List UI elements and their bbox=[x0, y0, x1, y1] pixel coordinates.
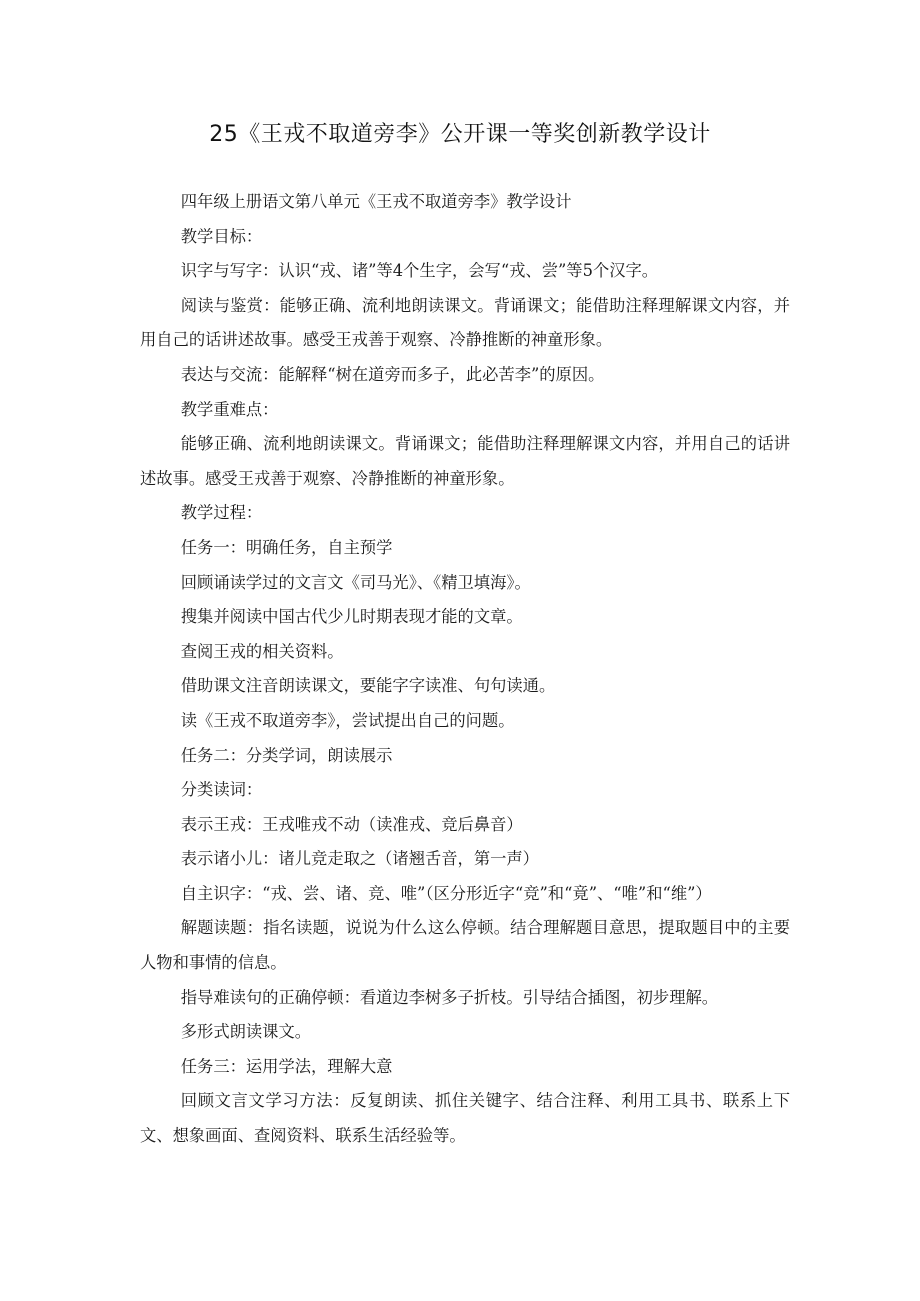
paragraph: 教学重难点： bbox=[180, 399, 279, 419]
paragraph: 表达与交流：能解释“树在道旁而多子，此必苦李”的原因。 bbox=[180, 364, 605, 384]
paragraph: 回顾诵读学过的文言文《司马光》、《精卫填海》。 bbox=[180, 572, 531, 592]
paragraph: 回顾文言文学习方法：反复朗读、抓住关键字、结合注释、利用工具书、联系上下文、想象画面、查阅资料、联系生活经验等。 bbox=[140, 1091, 790, 1146]
paragraph: 四年级上册语文第八单元《王戎不取道旁李》教学设计 bbox=[180, 192, 572, 211]
paragraph: 能够正确、流利地朗读课文。背诵课文；能借助注释理解课文内容，并用自己的话讲述故事。感受王戎善于观察、冷静推断的神童形象。 bbox=[140, 434, 790, 488]
paragraph: 识字与写字：认识“戎、诸”等4个生字，会写“戎、尝”等5个汉字。 bbox=[180, 261, 659, 281]
paragraph: 教学目标： bbox=[180, 226, 263, 246]
paragraph: 多形式朗读课文。 bbox=[180, 1022, 312, 1042]
paragraph: 借助课文注音朗读课文，要能字字读准、句句读通。 bbox=[180, 676, 556, 696]
paragraph: 表示王戎：王戎唯戎不动（读准戎、竞后鼻音） bbox=[180, 814, 523, 834]
paragraph: 阅读与鉴赏：能够正确、流利地朗读课文。背诵课文；能借助注释理解课文内容，并用自己的话讲述故事。感受王戎善于观察、冷静推断的神童形象。 bbox=[140, 295, 790, 350]
paragraph: 任务二：分类学词，朗读展示 bbox=[180, 745, 393, 765]
paragraph: 查阅王戎的相关资料。 bbox=[180, 641, 344, 661]
paragraph: 解题读题：指名读题，说说为什么这么停顿。结合理解题目意思，提取题目中的主要人物和事情的信息。 bbox=[140, 918, 790, 973]
paragraph: 任务一：明确任务，自主预学 bbox=[180, 537, 393, 557]
paragraph: 读《王戎不取道旁李》，尝试提出自己的问题。 bbox=[180, 710, 515, 730]
paragraph: 表示诸小儿：诸儿竞走取之（诸翘舌音，第一声） bbox=[180, 849, 539, 869]
paragraph: 分类读词： bbox=[180, 780, 263, 800]
paragraph: 搜集并阅读中国古代少儿时期表现才能的文章。 bbox=[180, 607, 523, 627]
paragraph: 自主识字：“戎、尝、诸、竞、唯”（区分形近字“竞”和“竟”、“唯”和“维”） bbox=[180, 883, 712, 903]
document-body bbox=[140, 185, 790, 1154]
paragraph: 教学过程： bbox=[180, 503, 263, 523]
paragraph: 任务三：运用学法，理解大意 bbox=[180, 1056, 393, 1076]
document-title: 25《王戎不取道旁李》公开课一等奖创新教学设计 bbox=[209, 122, 711, 147]
paragraph: 指导难读句的正确停顿：看道边李树多子折枝。引导结合插图，初步理解。 bbox=[180, 987, 719, 1007]
